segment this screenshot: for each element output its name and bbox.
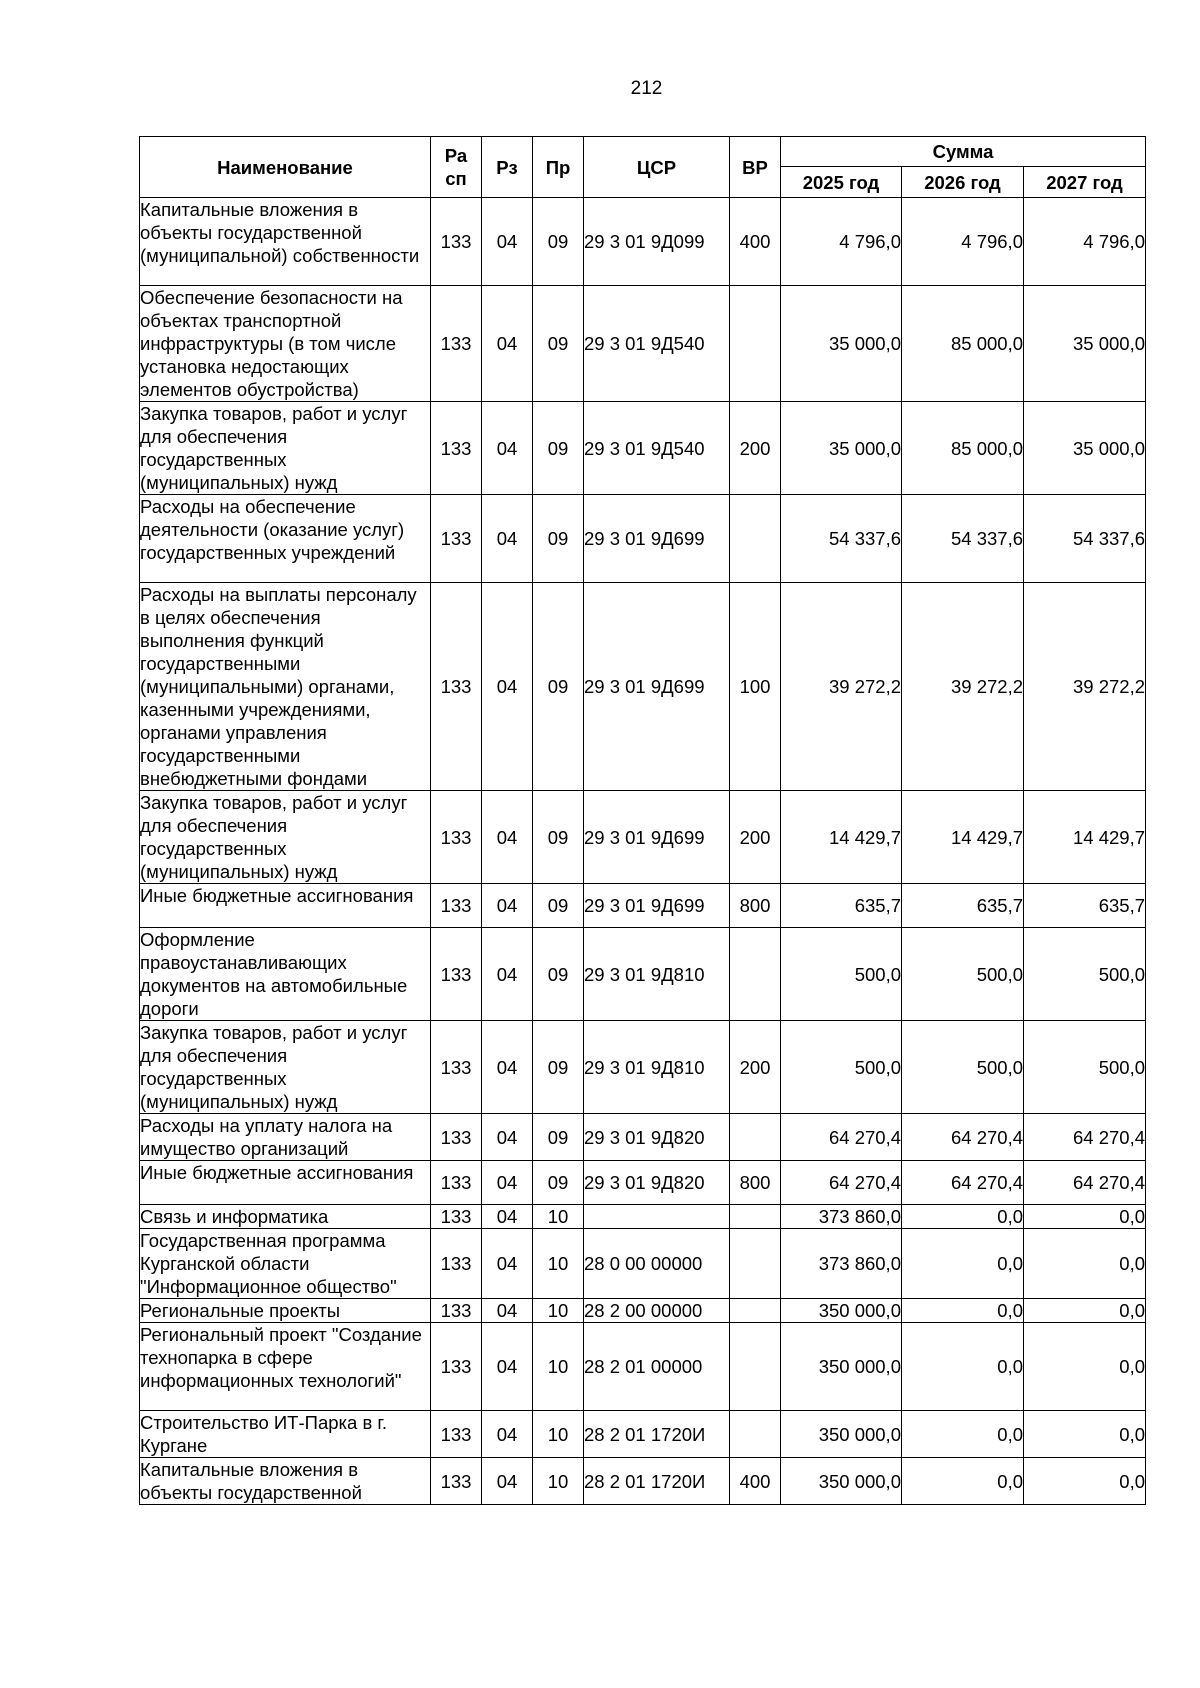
cell-sum-2027: 0,0 [1024,1205,1146,1229]
cell-pr: 09 [533,928,584,1021]
cell-pr: 09 [533,495,584,583]
cell-vr: 200 [730,791,781,884]
cell-pr: 10 [533,1323,584,1411]
cell-pr: 10 [533,1411,584,1458]
table-row [140,1229,1146,1299]
cell-rasp: 133 [431,1205,482,1229]
cell-rz: 04 [482,884,533,928]
cell-vr [730,1229,781,1299]
cell-pr: 10 [533,1205,584,1229]
table-row [140,1114,1146,1161]
cell-pr: 09 [533,1114,584,1161]
cell-sum-2025: 500,0 [781,1021,902,1114]
cell-rasp: 133 [431,1229,482,1299]
cell-vr: 200 [730,402,781,495]
cell-rasp: 133 [431,1114,482,1161]
cell-sum-2025: 635,7 [781,884,902,928]
table-row [140,286,1146,402]
cell-csr: 29 3 01 9Д099 [584,198,730,286]
table-row [140,402,1146,495]
cell-sum-2026: 0,0 [902,1205,1024,1229]
cell-csr: 28 2 01 00000 [584,1323,730,1411]
cell-sum-2026: 500,0 [902,1021,1024,1114]
table-row [140,1458,1146,1505]
cell-sum-2025: 350 000,0 [781,1458,902,1505]
cell-sum-2027: 35 000,0 [1024,286,1146,402]
cell-sum-2025: 14 429,7 [781,791,902,884]
cell-csr: 29 3 01 9Д699 [584,791,730,884]
cell-csr: 29 3 01 9Д699 [584,583,730,791]
table-row [140,884,1146,928]
cell-sum-2025: 500,0 [781,928,902,1021]
header-year-2027: 2027 год [1024,167,1146,198]
cell-sum-2027: 39 272,2 [1024,583,1146,791]
cell-pr: 09 [533,884,584,928]
cell-vr [730,286,781,402]
cell-rasp: 133 [431,286,482,402]
cell-sum-2025: 350 000,0 [781,1299,902,1323]
table-row [140,928,1146,1021]
cell-rasp: 133 [431,791,482,884]
cell-sum-2026: 39 272,2 [902,583,1024,791]
cell-csr: 29 3 01 9Д699 [584,884,730,928]
cell-rz: 04 [482,1323,533,1411]
header-name: Наименование [140,137,431,198]
header-sum: Сумма [781,137,1146,167]
cell-name: Расходы на выплаты персоналу в целях обеспечения выполнения функций государственными (муниципальными) органами, казенными учреждениями, органами управления государственными внебюджетными фондами [140,583,431,791]
table-row [140,1299,1146,1323]
cell-sum-2027: 500,0 [1024,928,1146,1021]
cell-rasp: 133 [431,884,482,928]
header-rasp: Ра сп [431,137,482,198]
cell-name: Иные бюджетные ассигнования [140,884,431,928]
cell-rasp: 133 [431,1299,482,1323]
cell-vr: 200 [730,1021,781,1114]
table-row [140,1021,1146,1114]
cell-csr: 28 0 00 00000 [584,1229,730,1299]
header-csr: ЦСР [584,137,730,198]
cell-rasp: 133 [431,1411,482,1458]
header-vr: ВР [730,137,781,198]
cell-rz: 04 [482,1229,533,1299]
cell-rasp: 133 [431,402,482,495]
cell-pr: 10 [533,1458,584,1505]
budget-table [139,136,1146,1505]
table-row [140,1205,1146,1229]
cell-csr: 29 3 01 9Д820 [584,1114,730,1161]
cell-sum-2027: 35 000,0 [1024,402,1146,495]
cell-rz: 04 [482,1411,533,1458]
cell-sum-2026: 0,0 [902,1458,1024,1505]
cell-sum-2027: 0,0 [1024,1323,1146,1411]
cell-sum-2025: 35 000,0 [781,286,902,402]
cell-pr: 09 [533,286,584,402]
cell-csr: 29 3 01 9Д810 [584,1021,730,1114]
cell-sum-2026: 64 270,4 [902,1161,1024,1205]
cell-rz: 04 [482,1458,533,1505]
cell-rz: 04 [482,583,533,791]
cell-sum-2027: 64 270,4 [1024,1161,1146,1205]
cell-name: Оформление правоустанавливающих документов на автомобильные дороги [140,928,431,1021]
cell-sum-2025: 373 860,0 [781,1205,902,1229]
cell-rasp: 133 [431,583,482,791]
cell-sum-2027: 0,0 [1024,1229,1146,1299]
cell-sum-2025: 39 272,2 [781,583,902,791]
cell-name: Капитальные вложения в объекты государственной (муниципальной) собственности [140,198,431,286]
cell-name: Иные бюджетные ассигнования [140,1161,431,1205]
cell-sum-2026: 4 796,0 [902,198,1024,286]
cell-rz: 04 [482,791,533,884]
header-year-2025: 2025 год [781,167,902,198]
cell-rz: 04 [482,928,533,1021]
table-row [140,1411,1146,1458]
cell-name: Расходы на обеспечение деятельности (оказание услуг) государственных учреждений [140,495,431,583]
cell-sum-2026: 54 337,6 [902,495,1024,583]
cell-rasp: 133 [431,1458,482,1505]
cell-pr: 10 [533,1229,584,1299]
cell-sum-2026: 0,0 [902,1229,1024,1299]
cell-sum-2027: 635,7 [1024,884,1146,928]
cell-vr: 800 [730,884,781,928]
table-body [140,198,1146,1505]
cell-sum-2025: 64 270,4 [781,1114,902,1161]
cell-csr: 28 2 01 1720И [584,1411,730,1458]
cell-name: Капитальные вложения в объекты государственной [140,1458,431,1505]
cell-sum-2026: 0,0 [902,1299,1024,1323]
cell-vr: 800 [730,1161,781,1205]
cell-sum-2026: 500,0 [902,928,1024,1021]
cell-sum-2026: 64 270,4 [902,1114,1024,1161]
cell-sum-2027: 4 796,0 [1024,198,1146,286]
cell-vr [730,1323,781,1411]
cell-rz: 04 [482,1161,533,1205]
cell-sum-2027: 0,0 [1024,1299,1146,1323]
cell-sum-2025: 4 796,0 [781,198,902,286]
table-header [140,137,1146,198]
cell-sum-2026: 0,0 [902,1411,1024,1458]
cell-vr [730,495,781,583]
cell-pr: 09 [533,791,584,884]
cell-sum-2025: 350 000,0 [781,1411,902,1458]
table-row [140,495,1146,583]
page-number: 212 [630,78,663,99]
cell-rz: 04 [482,495,533,583]
cell-sum-2026: 635,7 [902,884,1024,928]
cell-rasp: 133 [431,1323,482,1411]
cell-vr: 400 [730,1458,781,1505]
cell-pr: 09 [533,1161,584,1205]
cell-rasp: 133 [431,1161,482,1205]
cell-csr: 28 2 01 1720И [584,1458,730,1505]
cell-pr: 09 [533,198,584,286]
cell-rz: 04 [482,1021,533,1114]
cell-sum-2027: 500,0 [1024,1021,1146,1114]
cell-vr [730,1411,781,1458]
cell-vr [730,928,781,1021]
cell-csr: 28 2 00 00000 [584,1299,730,1323]
cell-sum-2025: 35 000,0 [781,402,902,495]
table-row [140,198,1146,286]
cell-sum-2025: 350 000,0 [781,1323,902,1411]
cell-rz: 04 [482,402,533,495]
cell-vr [730,1205,781,1229]
cell-csr: 29 3 01 9Д540 [584,402,730,495]
cell-sum-2027: 0,0 [1024,1411,1146,1458]
header-pr: Пр [533,137,584,198]
cell-csr [584,1205,730,1229]
cell-sum-2026: 0,0 [902,1323,1024,1411]
cell-name: Региональные проекты [140,1299,431,1323]
cell-csr: 29 3 01 9Д540 [584,286,730,402]
cell-sum-2026: 85 000,0 [902,402,1024,495]
cell-sum-2027: 14 429,7 [1024,791,1146,884]
cell-name: Строительство ИТ-Парка в г. Кургане [140,1411,431,1458]
cell-csr: 29 3 01 9Д820 [584,1161,730,1205]
cell-rasp: 133 [431,1021,482,1114]
cell-rz: 04 [482,198,533,286]
table-row [140,791,1146,884]
cell-pr: 09 [533,1021,584,1114]
cell-vr [730,1114,781,1161]
cell-name: Закупка товаров, работ и услуг для обеспечения государственных (муниципальных) нужд [140,402,431,495]
header-rz: Рз [482,137,533,198]
table-row [140,1161,1146,1205]
cell-sum-2026: 14 429,7 [902,791,1024,884]
cell-name: Государственная программа Курганской области "Информационное общество" [140,1229,431,1299]
cell-name: Обеспечение безопасности на объектах транспортной инфраструктуры (в том числе установка недостающих элементов обустройства) [140,286,431,402]
cell-vr: 100 [730,583,781,791]
cell-pr: 09 [533,583,584,791]
cell-sum-2025: 64 270,4 [781,1161,902,1205]
cell-pr: 10 [533,1299,584,1323]
cell-rasp: 133 [431,928,482,1021]
cell-csr: 29 3 01 9Д810 [584,928,730,1021]
cell-pr: 09 [533,402,584,495]
cell-name: Региональный проект "Создание технопарка в сфере информационных технологий" [140,1323,431,1411]
cell-vr [730,1299,781,1323]
cell-sum-2025: 373 860,0 [781,1229,902,1299]
cell-name: Расходы на уплату налога на имущество организаций [140,1114,431,1161]
cell-csr: 29 3 01 9Д699 [584,495,730,583]
cell-name: Закупка товаров, работ и услуг для обеспечения государственных (муниципальных) нужд [140,1021,431,1114]
cell-sum-2026: 85 000,0 [902,286,1024,402]
cell-sum-2027: 54 337,6 [1024,495,1146,583]
cell-vr: 400 [730,198,781,286]
cell-name: Связь и информатика [140,1205,431,1229]
cell-rz: 04 [482,286,533,402]
table-row [140,583,1146,791]
cell-rz: 04 [482,1299,533,1323]
cell-rasp: 133 [431,495,482,583]
cell-rasp: 133 [431,198,482,286]
header-year-2026: 2026 год [902,167,1024,198]
cell-name: Закупка товаров, работ и услуг для обеспечения государственных (муниципальных) нужд [140,791,431,884]
cell-sum-2025: 54 337,6 [781,495,902,583]
table-row [140,1323,1146,1411]
cell-sum-2027: 0,0 [1024,1458,1146,1505]
cell-sum-2027: 64 270,4 [1024,1114,1146,1161]
cell-rz: 04 [482,1114,533,1161]
cell-rz: 04 [482,1205,533,1229]
